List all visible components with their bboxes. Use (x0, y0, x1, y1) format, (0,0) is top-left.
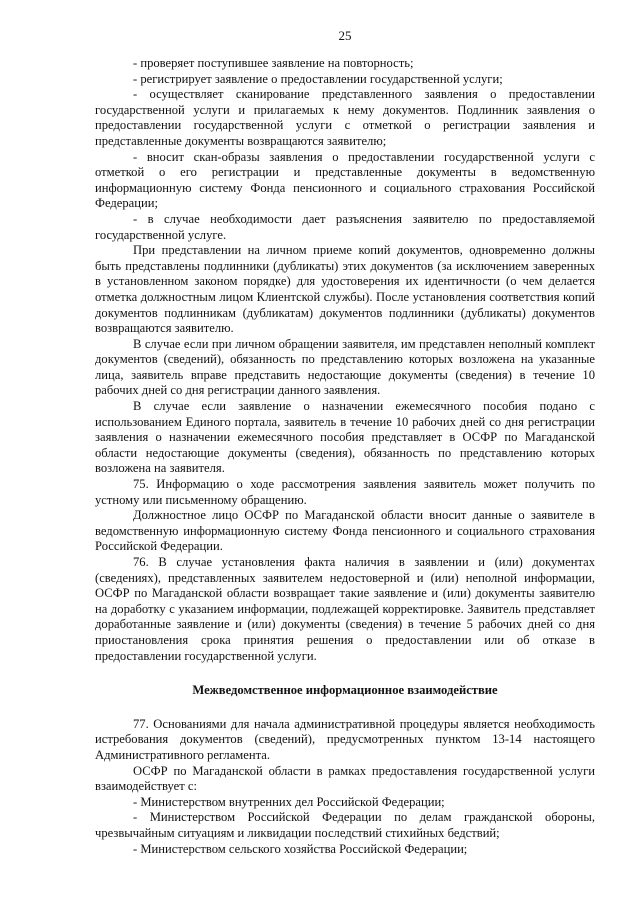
paragraph-check-repeat: - проверяет поступившее заявление на повторность; (133, 56, 414, 70)
list-item-agriculture: - Министерством сельского хозяйства Российской Федерации; (133, 841, 468, 856)
paragraph-77: 77. Основаниями для начала административной процедуры является необходимость истребования документов (сведений), предусмотренных пунктом 13-14 настоящего Административного регламента. (95, 716, 595, 762)
paragraph-register: - регистрирует заявление о предоставлении государственной услуги; (133, 71, 503, 86)
paragraph-upload-scans: - вносит скан-образы заявления о предоставлении государственной услуги с отметкой о его регистрации и представленные документы в ведомственную информационную систему Фонда пенсионного и социального страхования Российской Федерации; (95, 149, 595, 211)
section-heading: Межведомственное информационное взаимодействие (192, 683, 498, 698)
paragraph-interaction: ОСФР по Магаданской области в рамках предоставления государственной услуги взаимодействует с: (95, 763, 595, 794)
page-number: 25 (338, 28, 352, 43)
paragraph-incomplete-set: В случае если при личном обращении заявителя, им представлен неполный комплект документов (сведений), обязанность по представлению которых возложена на указанные лица, заявитель вправе представить недостающие документы (сведения) в течение 10 рабочих дней со дня регистрации данного заявления. (95, 336, 595, 398)
paragraph-75: 75. Информацию о ходе рассмотрения заявления заявитель может получить по устному или письменному обращению. (95, 477, 595, 507)
list-item-mchs: - Министерством Российской Федерации по делам гражданской обороны, чрезвычайным ситуациям и ликвидации последствий стихийных бедствий; (95, 810, 595, 840)
paragraph-copies: При представлении на личном приеме копий документов, одновременно должны быть представлены подлинники (дубликаты) этих документов (за исключением заверенных в установленном законом порядке) для удостоверения их идентичности (о чем делается отметка должностным лицом Клиентской службы). После установления соответствия копий документов подлинникам (дубликатам) документов подлинники (дубликаты) документов возвращаются заявителю. (95, 243, 595, 336)
paragraph-unified-portal: В случае если заявление о назначении ежемесячного пособия подано с использованием Единого портала, заявитель в течение 10 рабочих дней со дня регистрации заявления о назначении ежемесячного пособия представляет в ОСФР по Магаданской области недостающие документы (сведения), обязанность по представлению которых возложена на заявителя. (95, 399, 595, 476)
list-item-mvd: - Министерством внутренних дел Российской Федерации; (133, 794, 445, 809)
document-page (95, 28, 595, 857)
paragraph-76: 76. В случае установления факта наличия в заявлении и (или) документах (сведениях), представленных заявителем недостоверной и (или) неполной информации, ОСФР по Магаданской области возвращает такие заявление и (или) документы заявителю на доработку с указанием информации, подлежащей корректировке. Заявитель представляет доработанные заявление и (или) документы (сведения) в течение 5 рабочих дней со дня приостановления срока принятия решения о предоставлении или об отказе в предоставлении государственной услуги. (95, 555, 595, 663)
paragraph-scan: - осуществляет сканирование представленного заявления о предоставлении государственной услуги и прилагаемых к нему документов. Подлинник заявления о предоставлении государственной услуги с отметкой о регистрации заявления и представленные документы возвращаются заявителю; (95, 87, 595, 148)
paragraph-explanations: - в случае необходимости дает разъяснения заявителю по предоставляемой государственной услуге. (95, 211, 595, 242)
paragraph-official-enters-data: Должностное лицо ОСФР по Магаданской области вносит данные о заявителе в ведомственную информационную систему Фонда пенсионного и социального страхования Российской Федерации. (95, 508, 595, 554)
